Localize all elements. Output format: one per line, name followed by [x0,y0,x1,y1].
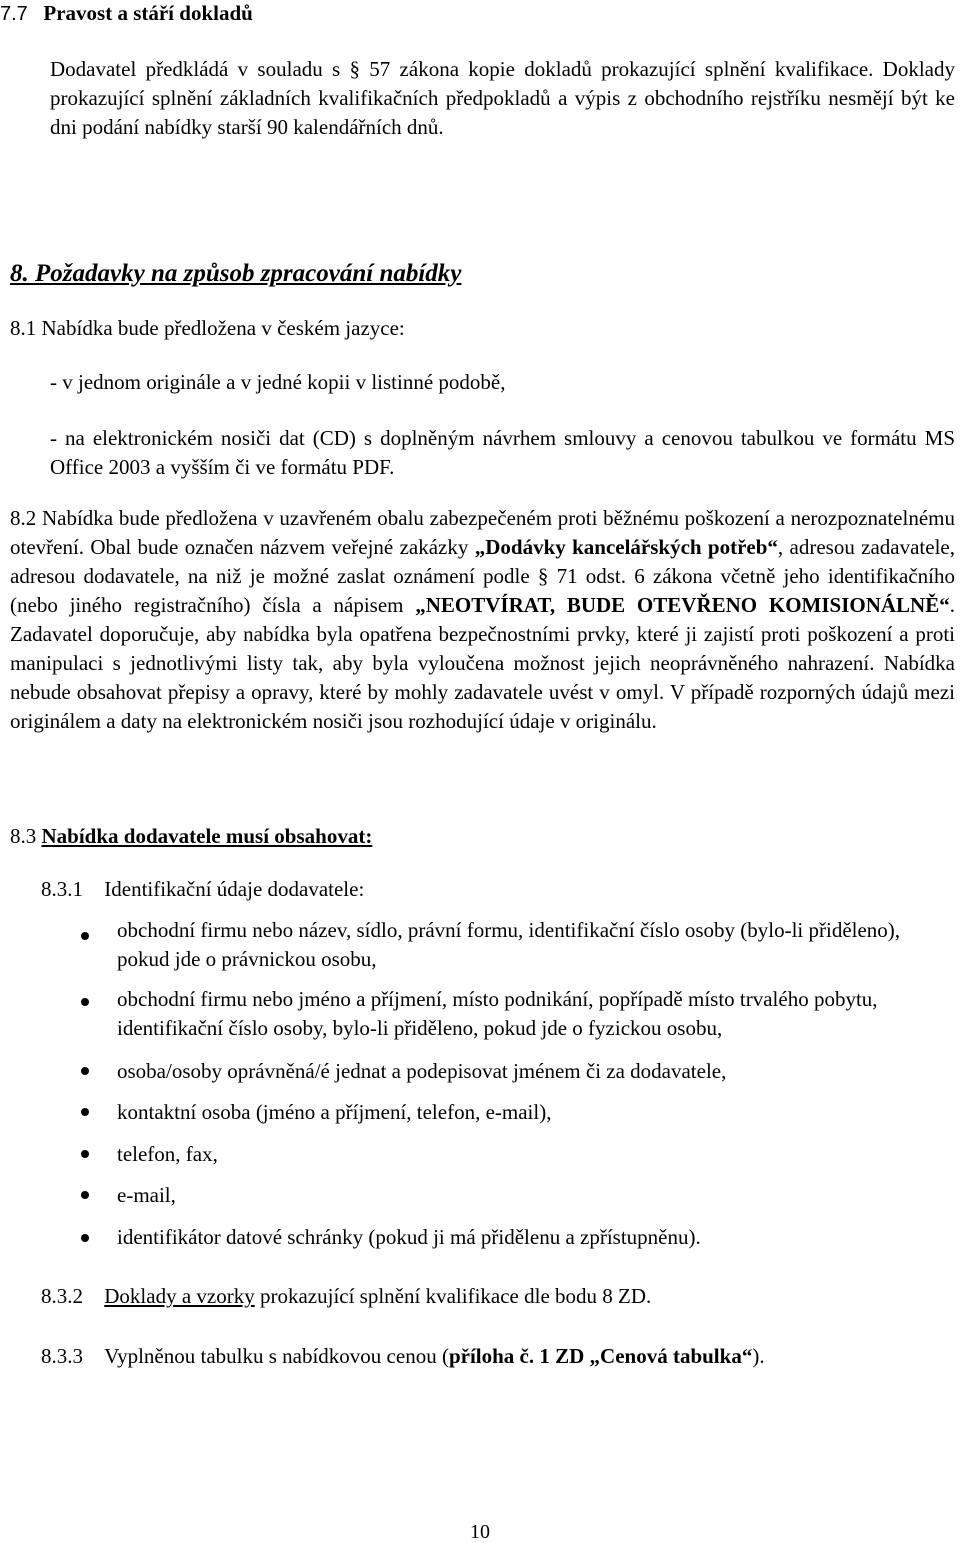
list-item: osoba/osoby oprávněná/é jednat a podepisovat jménem či za dodavatele, [117,1059,727,1083]
section-8-2-contract-name: „Dodávky kancelářských potřeb“ [474,535,778,559]
bullet-icon [81,1067,89,1075]
section-8-3-1-title: Identifikační údaje dodavatele: [104,877,365,901]
section-8-3-number: 8.3 [10,824,37,848]
section-8-2-paragraph [10,504,955,736]
section-8-2-text-1: 8.2 Nabídka bude předložena v uzavřeném obalu zabezpečeném proti běžnému poškození a nerozpoznatelnému otevření. Obal bude označen názvem veřejné zakázky [10,506,955,559]
bullet-icon [81,1108,89,1116]
section-8-3-2 [41,1282,651,1311]
bullet-icon [81,1191,89,1199]
list-item: e-mail, [117,1183,176,1207]
section-8-3-1-number: 8.3.1 [41,877,83,901]
section-7-7-title: Pravost a stáří dokladů [43,1,253,25]
section-8-3-3 [41,1342,765,1371]
section-8-2-envelope-label: „NEOTVÍRAT, BUDE OTEVŘENO KOMISIONÁLNĚ“ [415,593,950,617]
section-8-2-text-3: . Zadavatel doporučuje, aby nabídka byla opatřena bezpečnostními prvky, které ji zajistí proti poškození a proti manipulaci s jednotlivými listy tak, aby byla vyloučena možnost jejich neoprávněného nahrazení. Nabídka nebude obsahovat přepisy a opravy, které by mohly zadavatele uvést v omyl. V případě rozporných údajů mezi originálem a daty na elektronickém nosiči jsou rozhodující údaje v originálu. [10,593,955,733]
list-item: obchodní firmu nebo název, sídlo, právní formu, identifikační číslo osoby (bylo-li přiděleno), pokud jde o právnickou osobu, [117,918,901,971]
bullet-icon [81,998,89,1006]
section-7-7-heading [0,0,253,27]
section-8-3-3-text-2: ). [752,1344,765,1368]
section-7-7-number: 7.7 [0,3,28,25]
section-8-3-1-heading [41,875,364,904]
section-8-1-item-2: - na elektronickém nosiči dat (CD) s doplněným návrhem smlouvy a cenovou tabulkou ve formátu MS Office 2003 a vyšším či ve formátu PDF. [50,426,955,479]
section-8-heading: 8. Požadavky na způsob zpracování nabídky [10,260,462,287]
section-8-3-3-text-1: Vyplněnou tabulku s nabídkovou cenou ( [104,1344,449,1368]
section-7-7-paragraph: Dodavatel předkládá v souladu s § 57 zákona kopie dokladů prokazující splnění kvalifikace. Doklady prokazující splnění základních kvalifikačních předpokladů a výpis z obchodního rejstříku nesmějí být ke dni podání nabídky starší 90 kalendářních dnů. [50,57,955,139]
list-item: kontaktní osoba (jméno a příjmení, telefon, e-mail), [117,1100,552,1124]
list-item: obchodní firmu nebo jméno a příjmení, místo podnikání, popřípadě místo trvalého pobytu, identifikační číslo osoby, bylo-li přiděleno, pokud jde o fyzickou osobu, [117,987,878,1040]
list-item: telefon, fax, [117,1142,218,1166]
bullet-icon [81,1150,89,1158]
bullet-icon [81,1234,89,1242]
section-8-3-2-text: prokazující splnění kvalifikace dle bodu 8 ZD. [254,1284,652,1308]
bullet-icon [81,932,89,940]
section-8-3-3-attachment: příloha č. 1 ZD „Cenová tabulka“ [448,1344,753,1368]
section-8-3-heading [10,822,372,851]
list-item: identifikátor datové schránky (pokud ji má přidělenu a zpřístupněnu). [117,1225,701,1249]
section-8-3-title: Nabídka dodavatele musí obsahovat: [41,824,373,848]
section-8-2-text-2: , adresou zadavatele, adresou dodavatele, na niž je možné zaslat oznámení podle § 71 odst. 6 zákona včetně jeho identifikačního (nebo jiného registračního) čísla a nápisem [10,535,955,617]
section-8-3-2-link-text: Doklady a vzorky [104,1284,255,1308]
section-8-3-2-number: 8.3.2 [41,1284,83,1308]
section-8-1-item-1: - v jednom originále a v jedné kopii v listinné podobě, [50,370,506,394]
section-8-1-intro: 8.1 Nabídka bude předložena v českém jazyce: [10,316,405,340]
section-8-3-3-number: 8.3.3 [41,1344,83,1368]
page-number: 10 [470,1521,490,1543]
